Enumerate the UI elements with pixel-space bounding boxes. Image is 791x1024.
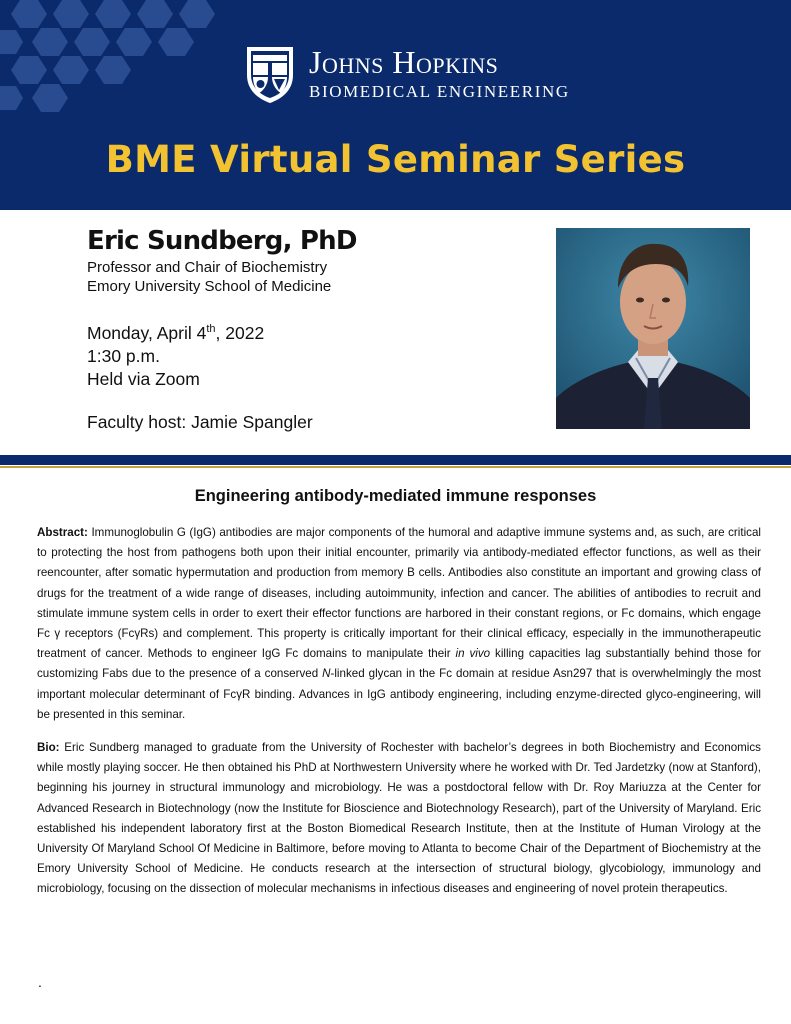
event-date-ordinal: th xyxy=(206,323,216,335)
abstract-text-1: Immunoglobulin G (IgG) antibodies are major components of the humoral and adaptive immune systems and, as such, are critical to protecting the host from pathogens both upon their initial encounter, primarily via antibody-mediated effector functions, as well as their reencounter, after somatic hypermutation and production from memory B cells. Antibodies also constitute an important and growing class of drugs for the treatment of a wide range of diseases, including autoimmunity, infection and cancer. The abilities of antibodies to recruit and stimulate immune system cells in order to exert their effector functions are harbored in their constant regions, or Fc domains, which engage Fc γ receptors (FcγRs) and complement. This property is critically important for their clinical efficacy, especially in the immunotherapeutic treatment of cancer. Methods to engineer IgG Fc domains to manipulate their xyxy=(37,526,761,661)
abstract-paragraph xyxy=(37,523,761,725)
series-title: BME Virtual Seminar Series xyxy=(105,138,686,181)
abstract-italic-n: N xyxy=(322,667,331,681)
abstract-text-3: -linked glycan in the Fc domain at residue Asn297 that is overwhelmingly the most important molecular determinant of FcγR binding. Advances in IgG antibody engineering, including enzyme-directed glyco-engineering, will be presented in this seminar. xyxy=(37,667,761,721)
logo-department-name: BIOMEDICAL ENGINEERING xyxy=(309,82,570,101)
jhu-logo xyxy=(243,43,570,105)
header-banner xyxy=(0,0,791,210)
abstract-label: Abstract: xyxy=(37,526,88,539)
speaker-title: Professor and Chair of Biochemistry xyxy=(87,259,328,276)
event-date-year: , 2022 xyxy=(215,322,265,343)
event-date xyxy=(87,318,264,345)
bio-paragraph xyxy=(37,738,761,900)
bio-label: Bio: xyxy=(37,741,60,754)
event-date-main: Monday, April 4 xyxy=(87,322,207,343)
event-time: 1:30 p.m. xyxy=(87,345,160,366)
footer-mark: . xyxy=(38,974,42,990)
faculty-host: Faculty host: Jamie Spangler xyxy=(87,412,313,432)
abstract-italic-in-vivo: in vivo xyxy=(455,647,491,661)
event-location: Held via Zoom xyxy=(87,368,200,389)
speaker-affiliation: Emory University School of Medicine xyxy=(87,278,332,295)
divider-accent-line xyxy=(0,466,791,468)
speaker-portrait xyxy=(556,228,750,429)
speaker-name: Eric Sundberg, PhD xyxy=(87,226,357,256)
speaker-info xyxy=(87,224,357,296)
talk-title: Engineering antibody-mediated immune responses xyxy=(194,487,597,505)
divider-bar xyxy=(0,455,791,465)
bio-text: Eric Sundberg managed to graduate from the University of Rochester with bachelor’s degrees in both Biochemistry and Economics while mostly playing soccer. He then obtained his PhD at Northwestern University where he worked with Dr. Ted Jardetzky (now at Stanford), beginning his journey in structural immunology and microbiology. He was a postdoctoral fellow with Dr. Roy Mariuzza at the Center for Advanced Research in Biotechnology (now the Institute for Bioscience and Biotechnology Research), part of the University of Maryland. Eric established his independent laboratory first at the Boston Biomedical Research Institute, then at the Institute of Human Virology at the University Of Maryland School Of Medicine in Baltimore, before moving to Atlanta to become Chair of the Department of Biochemistry at the Emory University School of Medicine. He conducts research at the intersection of structural biology, glycobiology, immunology and microbiology, focusing on the dissection of molecular mechanisms in infectious diseases and engineering of novel protein therapeutics. xyxy=(37,741,761,896)
abstract-text-2: killing capacities lag substantially behind those for customizing Fabs due to the presence of a conserved xyxy=(37,647,762,681)
logo-text xyxy=(309,45,570,103)
event-details xyxy=(87,318,264,391)
logo-university-name: Johns Hopkins xyxy=(309,44,499,80)
hexagon-pattern-decoration xyxy=(0,0,240,130)
university-shield-icon xyxy=(243,43,297,105)
